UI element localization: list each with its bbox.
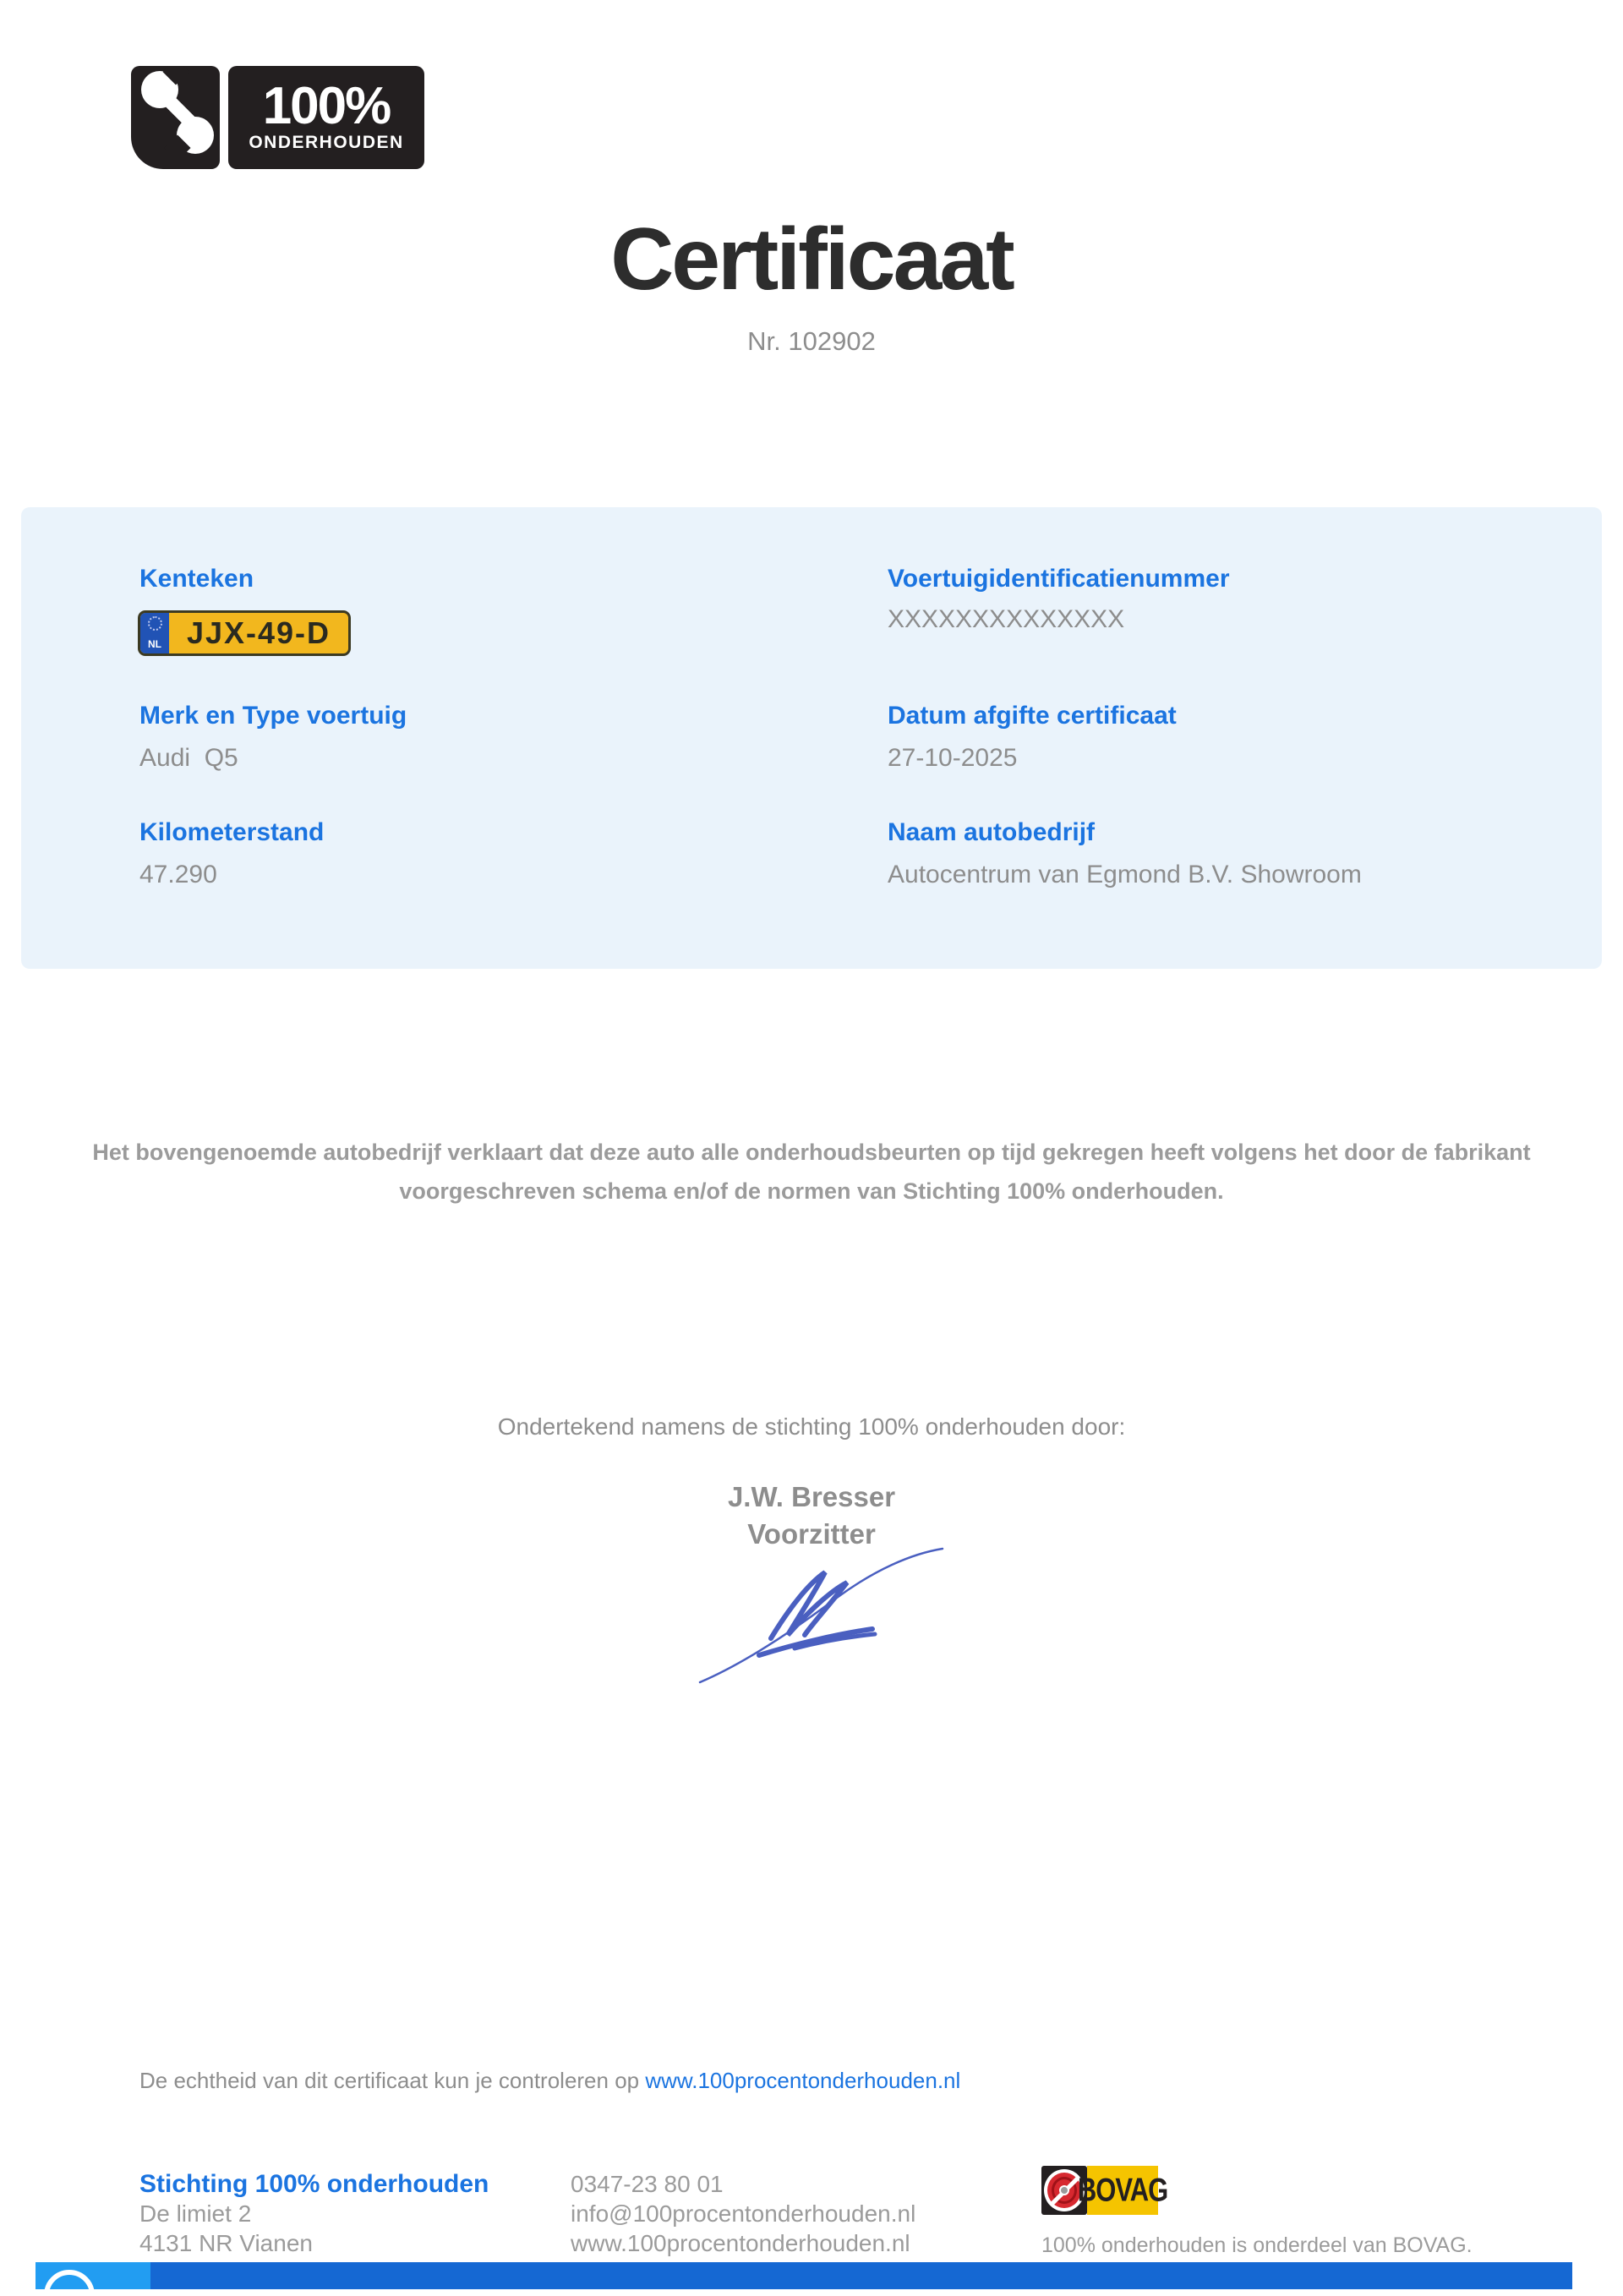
vin-value: XXXXXXXXXXXXXX — [888, 605, 1125, 633]
logo-percent-text: 100% — [262, 77, 391, 135]
naam-autobedrijf-value: Autocentrum van Egmond B.V. Showroom — [888, 861, 1362, 888]
bovag-wordmark-box — [1077, 2166, 1168, 2215]
bovag-caption: 100% onderhouden is onderdeel van BOVAG. — [1041, 2233, 1473, 2257]
footer-phone: 0347-23 80 01 — [571, 2171, 724, 2197]
bovag-logo — [1041, 2166, 1168, 2215]
license-plate — [138, 610, 351, 656]
kilometerstand-label: Kilometerstand — [139, 818, 325, 846]
verification-line — [139, 2068, 960, 2094]
naam-autobedrijf-label: Naam autobedrijf — [888, 818, 1096, 846]
plate-eu-strip — [140, 613, 169, 653]
statement-line-2: voorgeschreven schema en/of de normen van Stichting 100% onderhouden. — [399, 1178, 1224, 1204]
plate-number: JJX-49-D — [186, 615, 331, 650]
verification-text: De echtheid van dit certificaat kun je controleren op — [139, 2068, 646, 2093]
certificate-number: Nr. 102902 — [747, 326, 876, 356]
footer-address-line-1: De limiet 2 — [139, 2200, 252, 2227]
merk-type-value: Audi Q5 — [139, 744, 238, 772]
page-title: Certificaat — [610, 210, 1013, 309]
wrench-icon — [131, 66, 220, 169]
datum-afgifte-label: Datum afgifte certificaat — [888, 702, 1177, 730]
bovag-wordmark-text: BOVAG — [1077, 2171, 1168, 2209]
stichting-100-onderhouden-logo — [131, 66, 424, 169]
signature-image — [693, 1547, 947, 1691]
merk-type-label: Merk en Type voertuig — [139, 702, 407, 730]
signer-name: J.W. Bresser — [727, 1481, 896, 1512]
footer-contact-block — [571, 2169, 915, 2258]
footer-address-line-2: 4131 NR Vianen — [139, 2230, 313, 2256]
logo-brand-text: ONDERHOUDEN — [249, 133, 404, 152]
verification-link[interactable]: www.100procentonderhouden.nl — [645, 2068, 961, 2093]
footer-website: www.100procentonderhouden.nl — [571, 2230, 910, 2256]
vin-label: Voertuigidentificatienummer — [888, 565, 1230, 593]
statement-line-1: Het bovengenoemde autobedrijf verklaart dat deze auto alle onderhoudsbeurten op tijd gekregen heeft volgens het door de fabrikant — [92, 1140, 1531, 1165]
eu-stars-icon — [148, 616, 162, 631]
datum-afgifte-value: 27-10-2025 — [888, 744, 1018, 772]
declaration-statement — [51, 1133, 1572, 1211]
plate-country-code: NL — [148, 638, 161, 650]
kenteken-label: Kenteken — [139, 565, 254, 593]
kilometerstand-value: 47.290 — [139, 861, 217, 888]
logo-wordmark — [228, 66, 424, 169]
footer-email: info@100procentonderhouden.nl — [571, 2200, 916, 2227]
vehicle-details-panel — [21, 507, 1602, 969]
bottom-accent-bar — [36, 2262, 1572, 2289]
footer-address-block — [139, 2169, 489, 2258]
signing-intro: Ondertekend namens de stichting 100% onderhouden door: — [497, 1413, 1126, 1440]
footer-org-name: Stichting 100% onderhouden — [139, 2170, 489, 2198]
signer-role: Voorzitter — [747, 1518, 876, 1550]
